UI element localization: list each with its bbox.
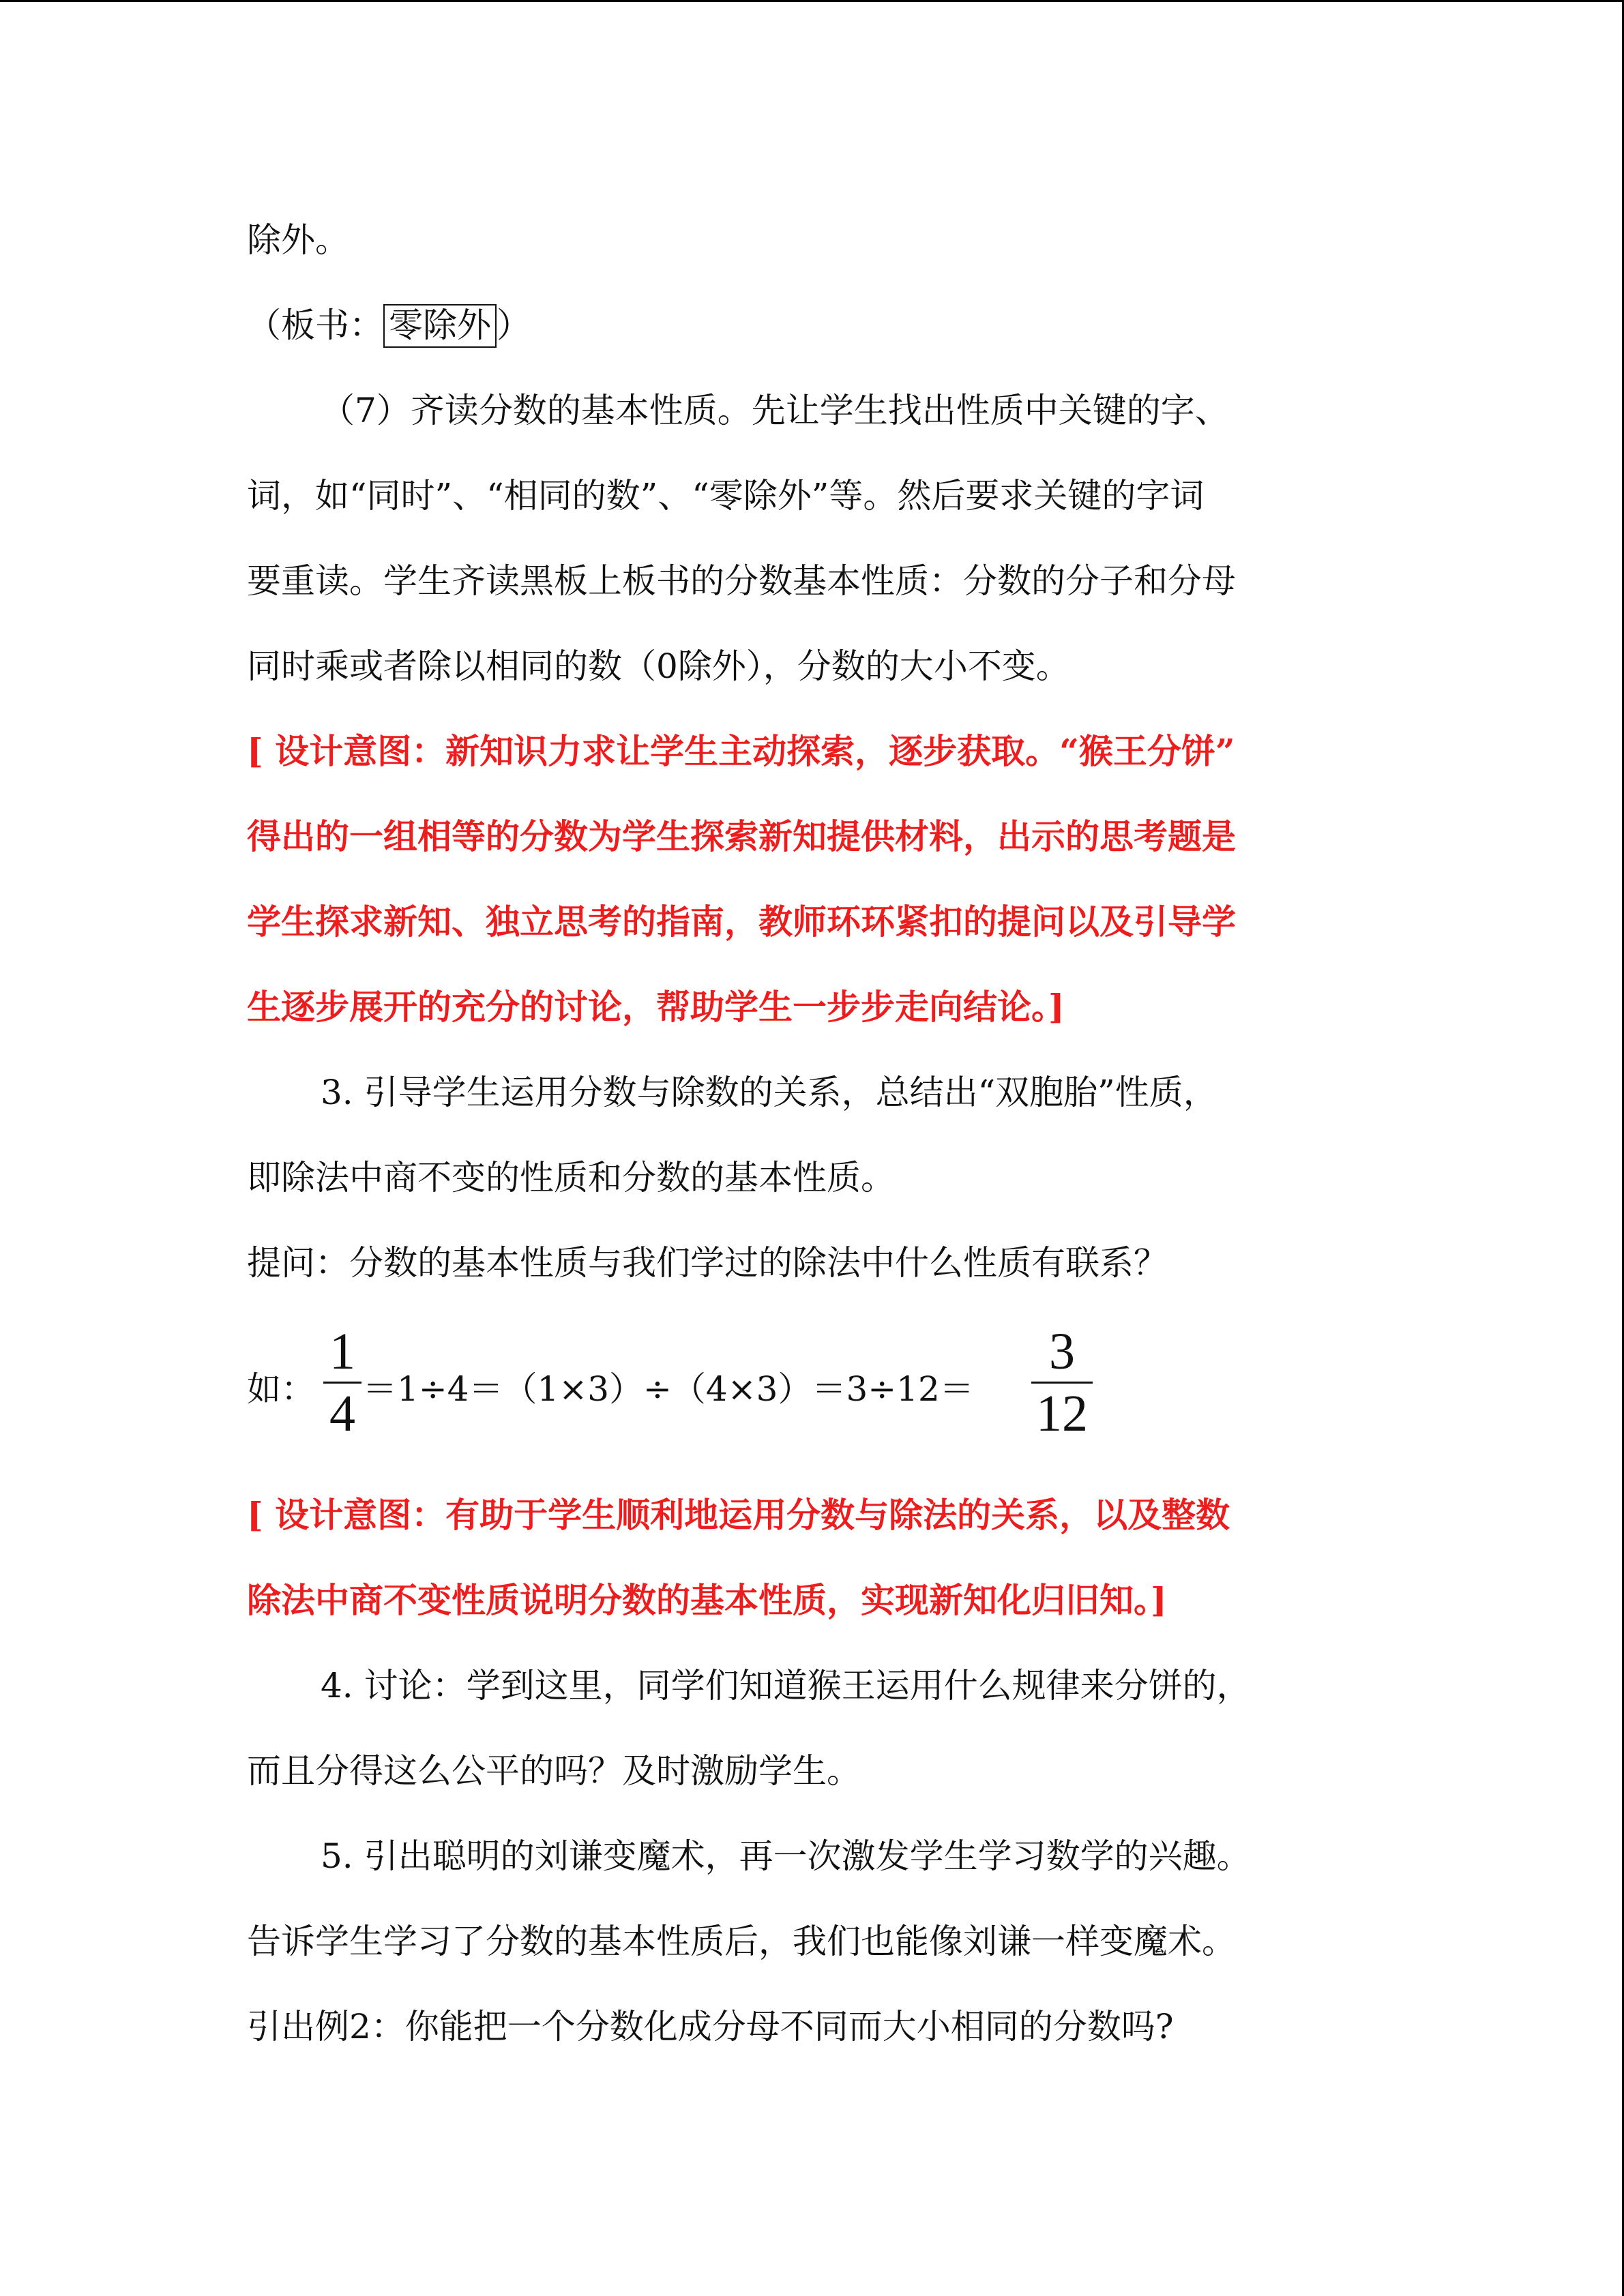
design-intent-line: 学生探求新知、独立思考的指南，教师环环紧扣的提问以及引导学 bbox=[247, 901, 1236, 942]
design-intent-line: [ 设计意图：新知识力求让学生主动探索，逐步获取。“猴王分饼” bbox=[247, 731, 1235, 771]
design-intent-line: 生逐步展开的充分的讨论，帮助学生一步步走向结论。] bbox=[247, 987, 1065, 1027]
fraction-numerator: 1 bbox=[329, 1323, 355, 1380]
design-intent-line: [ 设计意图：有助于学生顺利地运用分数与除法的关系，以及整数 bbox=[247, 1495, 1230, 1535]
paragraph-line: 而且分得这么公平的吗？及时激励学生。 bbox=[247, 1751, 861, 1791]
text-line: 除外。 bbox=[247, 220, 349, 260]
paragraph-line: 3. 引导学生运用分数与除数的关系，总结出“双胞胎”性质， bbox=[321, 1073, 1217, 1112]
design-intent-line: 得出的一组相等的分数为学生探索新知提供材料，出示的思考题是 bbox=[247, 816, 1236, 856]
equation-prefix: 如： bbox=[247, 1369, 315, 1409]
fraction-three-twelfths bbox=[1031, 1324, 1093, 1441]
board-note-suffix: ） bbox=[497, 305, 531, 345]
fraction-numerator: 3 bbox=[1049, 1323, 1075, 1380]
board-note-line bbox=[247, 303, 531, 347]
paragraph-line: 告诉学生学习了分数的基本性质后，我们也能像刘谦一样变魔术。 bbox=[247, 1922, 1236, 1961]
page-top-border bbox=[0, 0, 1624, 2]
paragraph-line: 即除法中商不变的性质和分数的基本性质。 bbox=[247, 1158, 895, 1197]
paragraph-line: 要重读。学生齐读黑板上板书的分数基本性质：分数的分子和分母 bbox=[247, 561, 1236, 601]
fraction-denominator: 4 bbox=[329, 1385, 355, 1442]
paragraph-line: 4. 讨论：学到这里，同学们知道猴王运用什么规律来分饼的， bbox=[321, 1666, 1251, 1705]
design-intent-line: 除法中商不变性质说明分数的基本性质，实现新知化归旧知。] bbox=[247, 1580, 1167, 1620]
paragraph-line: 5. 引出聪明的刘谦变魔术，再一次激发学生学习数学的兴趣。 bbox=[321, 1836, 1251, 1876]
fraction-bar bbox=[323, 1382, 361, 1384]
fraction-bar bbox=[1031, 1382, 1093, 1384]
fraction-denominator: 12 bbox=[1036, 1385, 1088, 1442]
paragraph-line: 引出例2：你能把一个分数化成分母不同而大小相同的分数吗? bbox=[247, 2007, 1174, 2046]
fraction-one-quarter bbox=[323, 1324, 361, 1441]
paragraph-line: （7）齐读分数的基本性质。先让学生找出性质中关键的字、 bbox=[321, 391, 1229, 430]
paragraph-line: 词，如“同时”、“相同的数”、“零除外”等。然后要求关键的字词 bbox=[247, 476, 1205, 516]
question-line: 提问：分数的基本性质与我们学过的除法中什么性质有联系？ bbox=[247, 1243, 1168, 1283]
board-note-boxed: 零除外 bbox=[383, 304, 497, 348]
paragraph-line: 同时乘或者除以相同的数（0除外），分数的大小不变。 bbox=[247, 646, 1070, 686]
equation-body: ＝1÷4＝（1×3）÷（4×3）＝3÷12＝ bbox=[363, 1369, 974, 1409]
board-note-prefix: （板书： bbox=[247, 305, 383, 345]
